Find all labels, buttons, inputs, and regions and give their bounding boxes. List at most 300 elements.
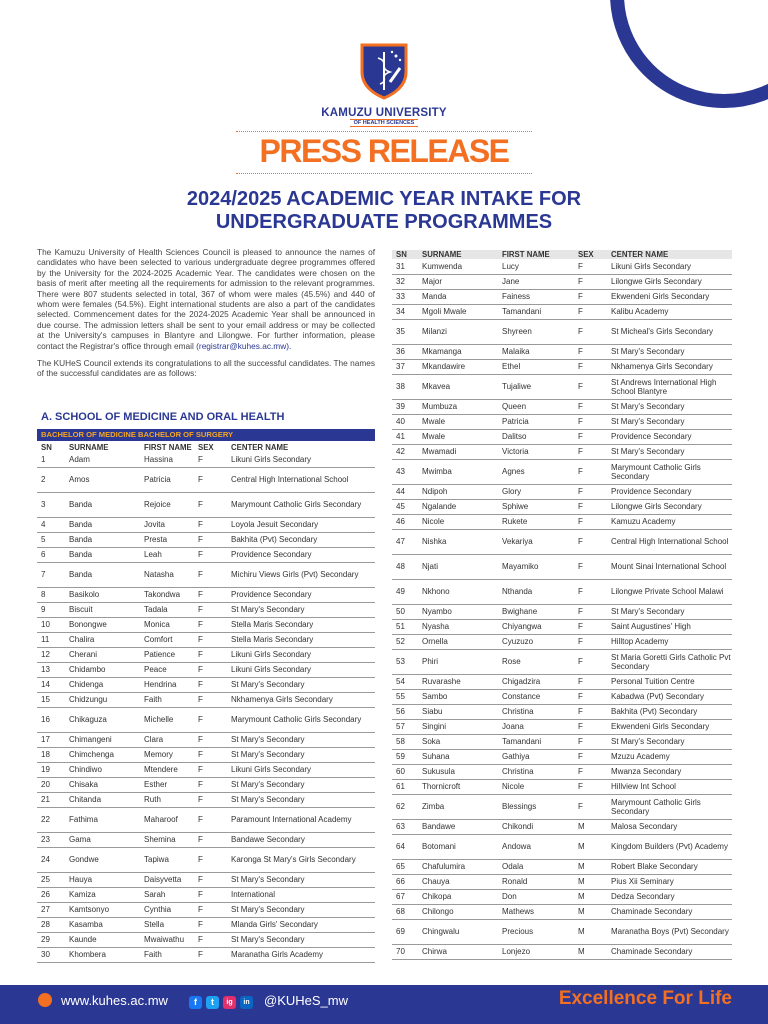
cell-center-name: Marymount Catholic Girls Secondary	[227, 707, 375, 732]
corner-arc-decoration	[610, 0, 768, 108]
cell-center-name: Hilltop Academy	[607, 634, 732, 649]
col-center-name: CENTER NAME	[231, 443, 289, 452]
cell-sex: M	[574, 859, 607, 874]
cell-first-name: Mtendere	[140, 762, 194, 777]
cell-sex: F	[194, 677, 227, 692]
school-heading: A. SCHOOL OF MEDICINE AND ORAL HEALTH	[41, 411, 285, 423]
cell-center-name: Marymount Catholic Girls Secondary	[607, 459, 732, 484]
cell-sex: F	[574, 619, 607, 634]
cell-first-name: Odala	[498, 859, 574, 874]
cell-first-name: Vekariya	[498, 529, 574, 554]
cell-center-name: Bandawe Secondary	[227, 832, 375, 847]
cell-surname: Njati	[418, 554, 498, 579]
cell-first-name: Stella	[140, 917, 194, 932]
cell-surname: Ndipoh	[418, 484, 498, 499]
cell-sn: 64	[392, 834, 418, 859]
cell-sex: M	[574, 874, 607, 889]
table-row	[37, 677, 375, 692]
cell-first-name: Mathews	[498, 904, 574, 919]
cell-sn: 61	[392, 779, 418, 794]
table-row	[37, 532, 375, 547]
table-row	[392, 399, 732, 414]
cell-sn: 13	[37, 662, 65, 677]
table-row	[37, 647, 375, 662]
cell-center-name: St Mary's Secondary	[227, 777, 375, 792]
cell-surname: Amos	[65, 467, 140, 492]
cell-sex: F	[194, 732, 227, 747]
cell-first-name: Takondwa	[140, 587, 194, 602]
table-row	[37, 547, 375, 562]
cell-center-name: Marymount Catholic Girls Secondary	[227, 492, 375, 517]
cell-sn: 39	[392, 399, 418, 414]
cell-sex: F	[194, 947, 227, 962]
cell-sn: 5	[37, 532, 65, 547]
cell-surname: Mgoli Mwale	[418, 304, 498, 319]
cell-sex: F	[574, 374, 607, 399]
cell-sex: F	[574, 484, 607, 499]
cell-surname: Nishka	[418, 529, 498, 554]
cell-sex: F	[194, 452, 227, 467]
cell-center-name: Michiru Views Girls (Pvt) Secondary	[227, 562, 375, 587]
cell-surname: Chirwa	[418, 944, 498, 959]
cell-surname: Fathima	[65, 807, 140, 832]
cell-first-name: Chiyangwa	[498, 619, 574, 634]
cell-sex: F	[194, 807, 227, 832]
cell-center-name: Malosa Secondary	[607, 819, 732, 834]
cell-center-name: Robert Blake Secondary	[607, 859, 732, 874]
table-row	[37, 747, 375, 762]
cell-center-name: Lilongwe Girls Secondary	[607, 499, 732, 514]
cell-sex: F	[194, 632, 227, 647]
table-row	[392, 499, 732, 514]
cell-center-name: St Maria Goretti Girls Catholic Pvt Secondary	[607, 649, 732, 674]
cell-first-name: Lucy	[498, 259, 574, 274]
cell-center-name: International	[227, 887, 375, 902]
cell-first-name: Natasha	[140, 562, 194, 587]
table-row	[37, 732, 375, 747]
cell-sex: M	[574, 944, 607, 959]
cell-sn: 21	[37, 792, 65, 807]
cell-surname: Chingwalu	[418, 919, 498, 944]
cell-surname: Adam	[65, 452, 140, 467]
cell-surname: Mkandawire	[418, 359, 498, 374]
col-sex: SEX	[574, 250, 607, 259]
table-row	[37, 807, 375, 832]
cell-center-name: Dedza Secondary	[607, 889, 732, 904]
cell-surname: Hauya	[65, 872, 140, 887]
cell-sex: F	[194, 832, 227, 847]
cell-center-name: Saint Augustines' High	[607, 619, 732, 634]
cell-center-name: Likuni Girls Secondary	[227, 452, 375, 467]
cell-surname: Mkamanga	[418, 344, 498, 359]
cell-sn: 53	[392, 649, 418, 674]
cell-sex: F	[574, 444, 607, 459]
cell-center-name: Maranatha Boys (Pvt) Secondary	[607, 919, 732, 944]
cell-first-name: Chigadzira	[498, 674, 574, 689]
cell-sn: 10	[37, 617, 65, 632]
cell-center-name: Stella Maris Secondary	[227, 617, 375, 632]
cell-sn: 3	[37, 492, 65, 517]
cell-first-name: Precious	[498, 919, 574, 944]
globe-icon	[38, 993, 52, 1007]
cell-sex: F	[574, 674, 607, 689]
table-row	[392, 834, 732, 859]
cell-surname: Chafulumira	[418, 859, 498, 874]
cell-center-name: Providence Secondary	[607, 429, 732, 444]
cell-surname: Kasamba	[65, 917, 140, 932]
cell-surname: Ornella	[418, 634, 498, 649]
cell-sn: 42	[392, 444, 418, 459]
candidates-table-left	[37, 443, 375, 963]
table-row	[37, 932, 375, 947]
table-row	[37, 792, 375, 807]
cell-sex: F	[194, 492, 227, 517]
cell-first-name: Gathiya	[498, 749, 574, 764]
cell-center-name: Ekwendeni Girls Secondary	[607, 719, 732, 734]
cell-first-name: Patricia	[498, 414, 574, 429]
table-row	[392, 514, 732, 529]
cell-center-name: Ekwendeni Girls Secondary	[607, 289, 732, 304]
cell-sex: F	[574, 734, 607, 749]
cell-center-name: St Mary's Secondary	[607, 344, 732, 359]
cell-sn: 50	[392, 604, 418, 619]
cell-first-name: Patience	[140, 647, 194, 662]
cell-first-name: Agnes	[498, 459, 574, 484]
cell-sn: 51	[392, 619, 418, 634]
social-handle[interactable]: @KUHeS_mw	[264, 993, 348, 1008]
cell-first-name: Jovita	[140, 517, 194, 532]
cell-sn: 9	[37, 602, 65, 617]
table-row	[392, 889, 732, 904]
table-row	[37, 662, 375, 677]
cell-surname: Soka	[418, 734, 498, 749]
cell-first-name: Tamandani	[498, 304, 574, 319]
cell-sn: 41	[392, 429, 418, 444]
cell-center-name: Paramount International Academy	[227, 807, 375, 832]
table-row	[392, 444, 732, 459]
cell-center-name: St Mary's Secondary	[227, 732, 375, 747]
cell-first-name: Faith	[140, 947, 194, 962]
cell-sex: F	[574, 259, 607, 274]
cell-sex: F	[574, 319, 607, 344]
cell-center-name: St Mary's Secondary	[227, 677, 375, 692]
cell-sex: F	[194, 692, 227, 707]
cell-sn: 32	[392, 274, 418, 289]
cell-sex: F	[194, 917, 227, 932]
cell-center-name: St Andrews International High School Blantyre	[607, 374, 732, 399]
cell-sex: F	[194, 467, 227, 492]
cell-sex: F	[574, 794, 607, 819]
cell-sn: 37	[392, 359, 418, 374]
cell-sex: F	[574, 704, 607, 719]
cell-first-name: Queen	[498, 399, 574, 414]
cell-first-name: Faith	[140, 692, 194, 707]
table-row	[37, 947, 375, 962]
table-row	[37, 707, 375, 732]
cell-surname: Banda	[65, 547, 140, 562]
cell-sex: F	[574, 399, 607, 414]
cell-center-name: St Mary's Secondary	[227, 602, 375, 617]
cell-surname: Nyambo	[418, 604, 498, 619]
cell-center-name: St Mary's Secondary	[227, 872, 375, 887]
table-row	[37, 632, 375, 647]
cell-sn: 20	[37, 777, 65, 792]
cell-center-name: Mlanda Girls' Secondary	[227, 917, 375, 932]
cell-first-name: Constance	[498, 689, 574, 704]
cell-center-name: St Micheal's Girls Secondary	[607, 319, 732, 344]
cell-surname: Kumwenda	[418, 259, 498, 274]
cell-surname: Suhana	[418, 749, 498, 764]
table-row	[392, 289, 732, 304]
intro-paragraph-1	[37, 247, 375, 351]
col-first-name: FIRST NAME	[498, 250, 574, 259]
cell-first-name: Christina	[498, 704, 574, 719]
table-row	[392, 259, 732, 274]
facebook-icon[interactable]: f	[189, 996, 202, 1009]
cell-sex: F	[574, 499, 607, 514]
cell-surname: Banda	[65, 562, 140, 587]
cell-center-name: Loyola Jesuit Secondary	[227, 517, 375, 532]
table-row	[37, 517, 375, 532]
table-row	[392, 304, 732, 319]
cell-sex: F	[574, 634, 607, 649]
candidates-table-right	[392, 250, 732, 960]
cell-first-name: Michelle	[140, 707, 194, 732]
intro-paragraph-2: The KUHeS Council extends its congratulations to all the successful candidates. The names of the successful candidates are as follows:	[37, 358, 375, 379]
cell-sn: 8	[37, 587, 65, 602]
cell-center-name: Bakhita (Pvt) Secondary	[607, 704, 732, 719]
cell-surname: Sambo	[418, 689, 498, 704]
cell-first-name: Ronald	[498, 874, 574, 889]
cell-sn: 46	[392, 514, 418, 529]
cell-surname: Ruvarashe	[418, 674, 498, 689]
cell-sn: 15	[37, 692, 65, 707]
cell-first-name: Hassina	[140, 452, 194, 467]
cell-sex: F	[574, 649, 607, 674]
cell-first-name: Bwighane	[498, 604, 574, 619]
instagram-icon[interactable]: ig	[223, 996, 236, 1009]
cell-center-name: St Mary's Secondary	[227, 902, 375, 917]
cell-sn: 16	[37, 707, 65, 732]
registrar-email: (registrar@kuhes.ac.mw).	[196, 340, 292, 351]
cell-first-name: Patricia	[140, 467, 194, 492]
cell-sn: 48	[392, 554, 418, 579]
cell-sn: 29	[37, 932, 65, 947]
cell-center-name: Hillview Int School	[607, 779, 732, 794]
cell-surname: Nicole	[418, 514, 498, 529]
cell-surname: Banda	[65, 532, 140, 547]
table-row	[392, 919, 732, 944]
col-first-name: FIRST NAME	[144, 443, 192, 452]
cell-center-name: St Mary's Secondary	[607, 399, 732, 414]
table-row	[37, 832, 375, 847]
col-sn: SN	[41, 443, 52, 452]
cell-sn: 14	[37, 677, 65, 692]
cell-sn: 6	[37, 547, 65, 562]
cell-sex: F	[574, 749, 607, 764]
cell-sex: F	[574, 689, 607, 704]
cell-surname: Chidambo	[65, 662, 140, 677]
cell-surname: Gondwe	[65, 847, 140, 872]
cell-sex: F	[194, 647, 227, 662]
cell-sn: 30	[37, 947, 65, 962]
cell-sn: 65	[392, 859, 418, 874]
cell-sn: 68	[392, 904, 418, 919]
table-row	[392, 459, 732, 484]
cell-center-name: Likuni Girls Secondary	[607, 259, 732, 274]
cell-surname: Kamtsonyo	[65, 902, 140, 917]
cell-surname: Chauya	[418, 874, 498, 889]
cell-first-name: Glory	[498, 484, 574, 499]
table-row	[37, 467, 375, 492]
cell-sn: 44	[392, 484, 418, 499]
cell-first-name: Ethel	[498, 359, 574, 374]
cell-surname: Chimangeni	[65, 732, 140, 747]
cell-center-name: Karonga St Mary's Girls Secondary	[227, 847, 375, 872]
cell-first-name: Shyreen	[498, 319, 574, 344]
cell-first-name: Sarah	[140, 887, 194, 902]
cell-sn: 27	[37, 902, 65, 917]
university-subtitle	[0, 120, 768, 126]
cell-center-name: Mwanza Secondary	[607, 764, 732, 779]
twitter-icon[interactable]: t	[206, 996, 219, 1009]
dotted-divider-bottom	[236, 173, 532, 174]
cell-sex: F	[194, 887, 227, 902]
cell-first-name: Lonjezo	[498, 944, 574, 959]
table-row	[392, 554, 732, 579]
cell-first-name: Fainess	[498, 289, 574, 304]
table-row	[392, 734, 732, 749]
cell-surname: Mwamadi	[418, 444, 498, 459]
cell-sn: 33	[392, 289, 418, 304]
cell-sn: 63	[392, 819, 418, 834]
cell-first-name: Victoria	[498, 444, 574, 459]
cell-surname: Cherani	[65, 647, 140, 662]
table-row	[37, 602, 375, 617]
cell-surname: Banda	[65, 492, 140, 517]
cell-center-name: Nkhamenya Girls Secondary	[227, 692, 375, 707]
table-row	[392, 274, 732, 289]
cell-first-name: Maharoof	[140, 807, 194, 832]
cell-first-name: Sphiwe	[498, 499, 574, 514]
website-link[interactable]: www.kuhes.ac.mw	[61, 993, 168, 1008]
cell-first-name: Cynthia	[140, 902, 194, 917]
cell-first-name: Jane	[498, 274, 574, 289]
cell-first-name: Cyuzuzo	[498, 634, 574, 649]
cell-sn: 49	[392, 579, 418, 604]
cell-sn: 2	[37, 467, 65, 492]
cell-sn: 23	[37, 832, 65, 847]
table-row	[37, 587, 375, 602]
linkedin-icon[interactable]: in	[240, 996, 253, 1009]
cell-surname: Gama	[65, 832, 140, 847]
cell-sn: 62	[392, 794, 418, 819]
cell-center-name: St Mary's Secondary	[607, 414, 732, 429]
cell-center-name: Bakhita (Pvt) Secondary	[227, 532, 375, 547]
cell-sn: 25	[37, 872, 65, 887]
cell-sex: F	[574, 514, 607, 529]
table-row	[392, 529, 732, 554]
cell-sn: 59	[392, 749, 418, 764]
table-row	[392, 359, 732, 374]
cell-center-name: Central High International School	[227, 467, 375, 492]
table-row	[37, 562, 375, 587]
col-center-name: CENTER NAME	[607, 250, 732, 259]
table-row	[392, 634, 732, 649]
cell-surname: Chisaka	[65, 777, 140, 792]
col-sn: SN	[392, 250, 418, 259]
cell-center-name: Mzuzu Academy	[607, 749, 732, 764]
cell-center-name: St Mary's Secondary	[227, 747, 375, 762]
cell-surname: Manda	[418, 289, 498, 304]
table-row	[392, 749, 732, 764]
cell-center-name: St Mary's Secondary	[227, 932, 375, 947]
cell-center-name: Providence Secondary	[227, 587, 375, 602]
cell-sex: F	[194, 902, 227, 917]
cell-center-name: Likuni Girls Secondary	[227, 762, 375, 777]
cell-sn: 1	[37, 452, 65, 467]
cell-sex: F	[194, 707, 227, 732]
col-surname: SURNAME	[418, 250, 498, 259]
cell-sn: 56	[392, 704, 418, 719]
table-left-body	[37, 452, 375, 962]
cell-surname: Kamiza	[65, 887, 140, 902]
cell-surname: Mwale	[418, 414, 498, 429]
cell-surname: Major	[418, 274, 498, 289]
cell-sn: 19	[37, 762, 65, 777]
cell-first-name: Rukete	[498, 514, 574, 529]
cell-sn: 17	[37, 732, 65, 747]
col-surname: SURNAME	[69, 443, 109, 452]
cell-sn: 40	[392, 414, 418, 429]
cell-sn: 35	[392, 319, 418, 344]
cell-first-name: Monica	[140, 617, 194, 632]
cell-sex: F	[194, 762, 227, 777]
cell-surname: Nyasha	[418, 619, 498, 634]
cell-sn: 66	[392, 874, 418, 889]
cell-sex: F	[574, 274, 607, 289]
cell-first-name: Christina	[498, 764, 574, 779]
cell-surname: Milanzi	[418, 319, 498, 344]
cell-surname: Chilongo	[418, 904, 498, 919]
table-row	[392, 429, 732, 444]
cell-sex: F	[194, 872, 227, 887]
cell-first-name: Clara	[140, 732, 194, 747]
cell-sex: F	[194, 587, 227, 602]
cell-center-name: Likuni Girls Secondary	[227, 647, 375, 662]
cell-surname: Mumbuza	[418, 399, 498, 414]
col-sex: SEX	[198, 443, 214, 452]
cell-sex: M	[574, 834, 607, 859]
cell-surname: Chindiwo	[65, 762, 140, 777]
cell-center-name: St Mary's Secondary	[607, 734, 732, 749]
cell-sex: F	[194, 517, 227, 532]
cell-sn: 69	[392, 919, 418, 944]
table-row	[37, 452, 375, 467]
cell-surname: Thornicroft	[418, 779, 498, 794]
cell-sex: F	[194, 932, 227, 947]
cell-first-name: Hendrina	[140, 677, 194, 692]
cell-surname: Chidenga	[65, 677, 140, 692]
table-row	[392, 819, 732, 834]
cell-center-name: Kabadwa (Pvt) Secondary	[607, 689, 732, 704]
cell-sex: F	[574, 289, 607, 304]
cell-sn: 11	[37, 632, 65, 647]
cell-first-name: Mayamiko	[498, 554, 574, 579]
cell-first-name: Ruth	[140, 792, 194, 807]
page-title	[0, 188, 768, 234]
table-row	[392, 859, 732, 874]
